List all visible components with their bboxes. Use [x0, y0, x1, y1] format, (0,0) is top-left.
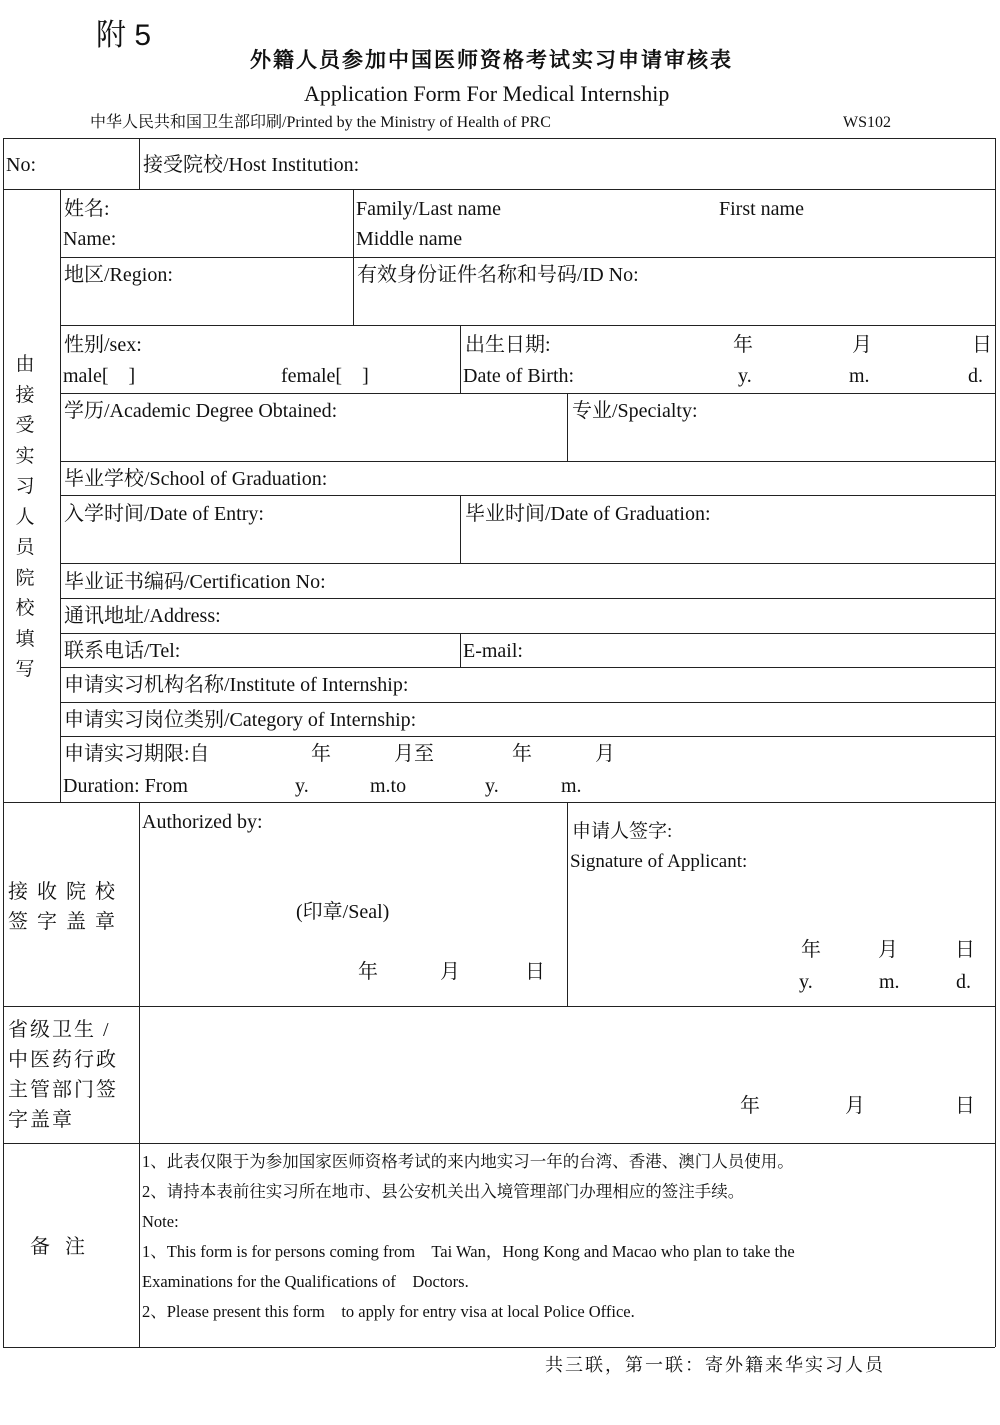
duration-m-to-en: m.to — [370, 775, 407, 797]
province-label-line4: 字盖章 — [8, 1109, 74, 1131]
school-field[interactable]: 毕业学校/School of Graduation: — [64, 468, 328, 490]
institute-field[interactable]: 申请实习机构名称/Institute of Internship: — [64, 674, 409, 696]
email-field[interactable]: E-mail: — [463, 640, 523, 662]
applicant-month-cn: 月 — [878, 939, 898, 961]
duration-label-en: Duration: From — [63, 775, 188, 797]
province-year-cn: 年 — [740, 1095, 760, 1117]
copy-note: 共三联，第一联：寄外籍来华实习人员 — [545, 1355, 885, 1375]
applicant-signature-label-en[interactable]: Signature of Applicant: — [570, 851, 748, 872]
printed-by: 中华人民共和国卫生部印刷/Printed by the Ministry of Health of PRC — [90, 114, 551, 131]
province-month-cn: 月 — [845, 1095, 865, 1117]
date-entry-field[interactable]: 入学时间/Date of Entry: — [64, 503, 264, 525]
birth-day-cn: 日 — [972, 334, 992, 356]
form-title-cn: 外籍人员参加中国医师资格考试实习申请审核表 — [250, 48, 733, 72]
form-code: WS102 — [843, 114, 891, 131]
name-label-cn: 姓名: — [64, 198, 110, 220]
certification-field[interactable]: 毕业证书编码/Certification No: — [64, 571, 326, 593]
first-name-field[interactable]: First name — [719, 198, 804, 220]
birth-year-cn: 年 — [733, 334, 753, 356]
remarks-label: 备 注 — [30, 1236, 85, 1258]
middle-name-field[interactable]: Middle name — [356, 228, 463, 250]
seal-year-cn: 年 — [358, 961, 378, 983]
name-label-en: Name: — [63, 228, 117, 250]
birth-label-cn: 出生日期: — [465, 334, 551, 356]
authorized-by-field[interactable]: Authorized by: — [142, 811, 263, 833]
sex-label: 性别/sex: — [64, 334, 142, 356]
note-cn-1: 1、此表仅限于为参加国家医师资格考试的来内地实习一年的台湾、香港、澳门人员使用。 — [142, 1152, 794, 1171]
male-checkbox[interactable]: male[ ] — [63, 365, 136, 387]
female-checkbox[interactable]: female[ ] — [281, 365, 369, 387]
duration-to-year-en: y. — [485, 775, 499, 797]
tel-field[interactable]: 联系电话/Tel: — [64, 640, 181, 662]
applicant-year-cn: 年 — [801, 939, 821, 961]
seal-placeholder: (印章/Seal) — [296, 901, 390, 923]
applicant-day-en: d. — [956, 971, 971, 993]
note-en-2: 2、Please present this form to apply for entry visa at local Police Office. — [142, 1302, 635, 1321]
degree-field[interactable]: 学历/Academic Degree Obtained: — [64, 400, 338, 422]
duration-from-year-cn: 年 — [311, 743, 331, 765]
seal-label-line1: 接 收 院 校 — [8, 881, 117, 903]
note-label: Note: — [142, 1212, 179, 1231]
applicant-day-cn: 日 — [955, 939, 975, 961]
applicant-signature-label-cn: 申请人签字: — [572, 821, 673, 842]
form-title-en: Application Form For Medical Internship — [304, 81, 670, 106]
duration-from-year-en: y. — [295, 775, 309, 797]
duration-to-month-cn: 月 — [595, 743, 615, 765]
duration-to-year-cn: 年 — [512, 743, 532, 765]
category-field[interactable]: 申请实习岗位类别/Category of Internship: — [64, 709, 417, 731]
note-cn-2: 2、请持本表前往实习所在地市、县公安机关出入境管理部门办理相应的签注手续。 — [142, 1182, 745, 1201]
note-en-1-continued: Examinations for the Qualifications of Doctors. — [142, 1272, 469, 1291]
seal-month-cn: 月 — [440, 961, 460, 983]
birth-label-en: Date of Birth: — [463, 365, 575, 387]
seal-day-cn: 日 — [525, 961, 545, 983]
date-graduation-field[interactable]: 毕业时间/Date of Graduation: — [465, 503, 711, 525]
region-field[interactable]: 地区/Region: — [64, 264, 173, 286]
province-label-line1: 省级卫生 / — [8, 1019, 111, 1041]
family-name-field[interactable]: Family/Last name — [356, 198, 501, 220]
duration-to-cn: 月至 — [394, 743, 434, 765]
province-label-line3: 主管部门签 — [8, 1079, 118, 1101]
province-day-cn: 日 — [955, 1095, 975, 1117]
no-field[interactable]: No: — [6, 154, 36, 176]
specialty-field[interactable]: 专业/Specialty: — [572, 400, 698, 422]
duration-to-month-en: m. — [561, 775, 582, 797]
applicant-month-en: m. — [879, 971, 900, 993]
province-label-line2: 中医药行政 — [8, 1049, 118, 1071]
host-institution-field[interactable]: 接受院校/Host Institution: — [143, 154, 360, 176]
applicant-year-en: y. — [799, 971, 813, 993]
seal-label-line2: 签 字 盖 章 — [8, 911, 117, 933]
birth-day-en: d. — [968, 365, 983, 387]
address-field[interactable]: 通讯地址/Address: — [64, 605, 221, 627]
note-en-1: 1、This form is for persons coming from Tai Wan，Hong Kong and Macao who plan to take the — [142, 1242, 795, 1261]
side-label-institution-fill: 由接受实习人员院校填写 — [15, 354, 35, 680]
birth-month-en: m. — [849, 365, 870, 387]
birth-year-en: y. — [738, 365, 752, 387]
duration-label-cn: 申请实习期限:自 — [64, 743, 210, 765]
birth-month-cn: 月 — [852, 334, 872, 356]
attachment-number: 附 5 — [96, 19, 152, 52]
id-no-field[interactable]: 有效身份证件名称和号码/ID No: — [357, 264, 639, 286]
